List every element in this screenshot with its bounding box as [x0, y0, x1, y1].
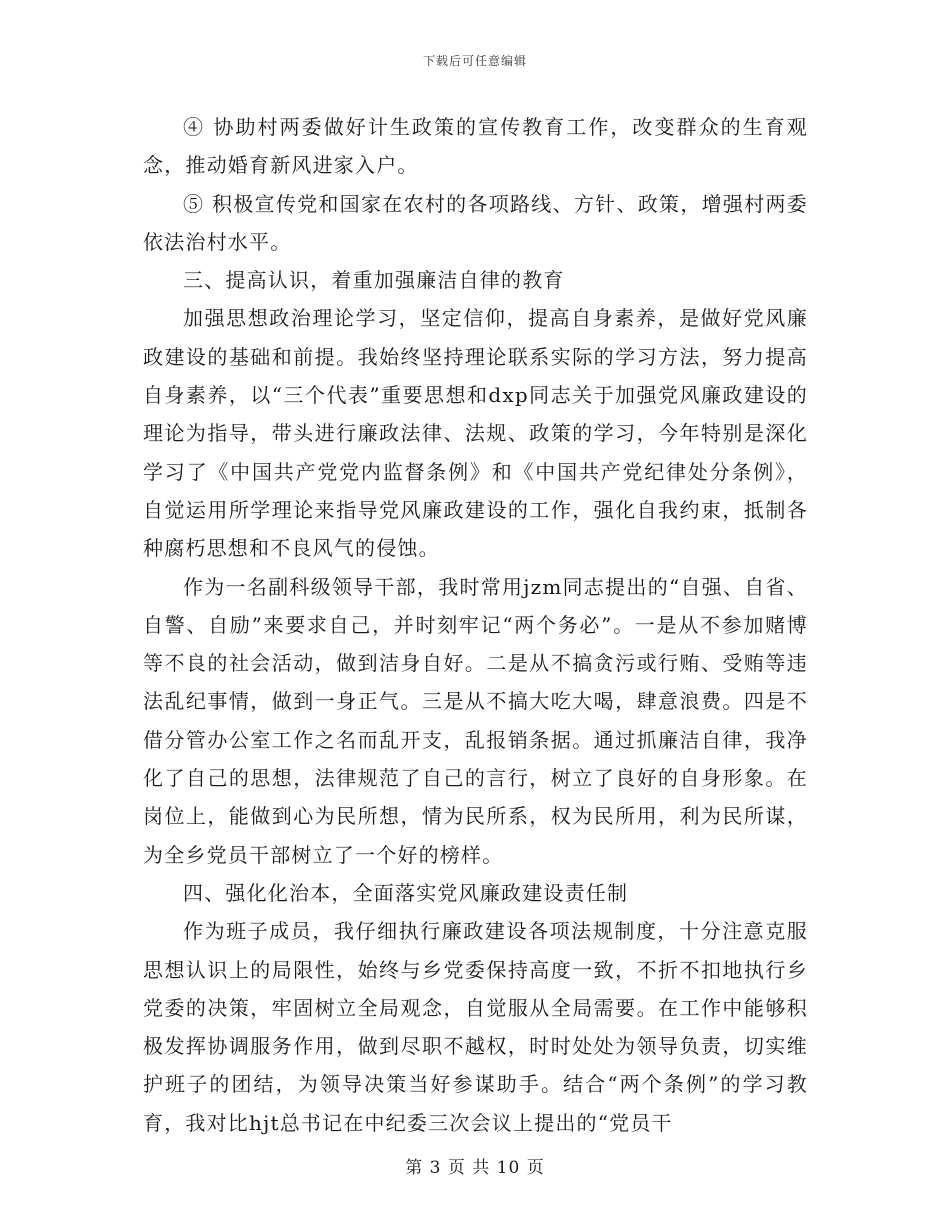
paragraph-self-discipline: 作为一名副科级领导干部，我时常用jzm同志提出的“自强、自省、自警、自励”来要求自己，并时刻牢记“两个务必”。一是从不参加赌博等不良的社会活动，做到洁身自好。二是从不搞贪污或行贿、受贿等违法乱纪事情，做到一身正气。三是从不搞大吃大喝，肆意浪费。四是不借分管办公室工作之名而乱开支，乱报销条据。通过抓廉洁自律，我净化了自己的思想，法律规范了自己的言行，树立了良好的自身形象。在岗位上，能做到心为民所想，情为民所系，权为民所用，利为民所谋，为全乡党员干部树立了一个好的榜样。 — [143, 574, 808, 867]
page-footer: 第 3 页 共 10 页 — [405, 1158, 545, 1178]
paragraph-item-5: ⑤ 积极宣传党和国家在农村的各项路线、方针、政策，增强村两委依法治村水平。 — [143, 191, 808, 254]
header-note: 下载后可任意编辑 — [422, 54, 527, 68]
paragraph-item-4: ④ 协助村两委做好计生政策的宣传教育工作，改变群众的生育观念，推动婚育新风进家入户。 — [143, 115, 808, 178]
paragraph-study: 加强思想政治理论学习，坚定信仰，提高自身素养，是做好党风廉政建设的基础和前提。我始终坚持理论联系实际的学习方法，努力提高自身素养，以“三个代表”重要思想和dxp同志关于加强党风廉政建设的理论为指导，带头进行廉政法律、法规、政策的学习，今年特别是深化学习了《中国共产党党内监督条例》和《中国共产党纪律处分条例》，自觉运用所学理论来指导党风廉政建设的工作，强化自我约束，抵制各种腐朽思想和不良风气的侵蚀。 — [143, 306, 808, 561]
document-body — [143, 108, 808, 1142]
section-heading-3: 三、提高认识，着重加强廉洁自律的教育 — [183, 268, 565, 293]
paragraph-responsibility: 作为班子成员，我仔细执行廉政建设各项法规制度，十分注意克服思想认识上的局限性，始终与乡党委保持高度一致，不折不扣地执行乡党委的决策，牢固树立全局观念，自觉服从全局需要。在工作中能够积极发挥协调服务作用，做到尽职不越权，时时处处为领导负责，切实维护班子的团结，为领导决策当好参谋助手。结合“两个条例”的学习教育，我对比hjt总书记在中纪委三次会议上提出的“党员干 — [143, 919, 808, 1135]
section-heading-4: 四、强化化治本，全面落实党风廉政建设责任制 — [183, 880, 629, 905]
